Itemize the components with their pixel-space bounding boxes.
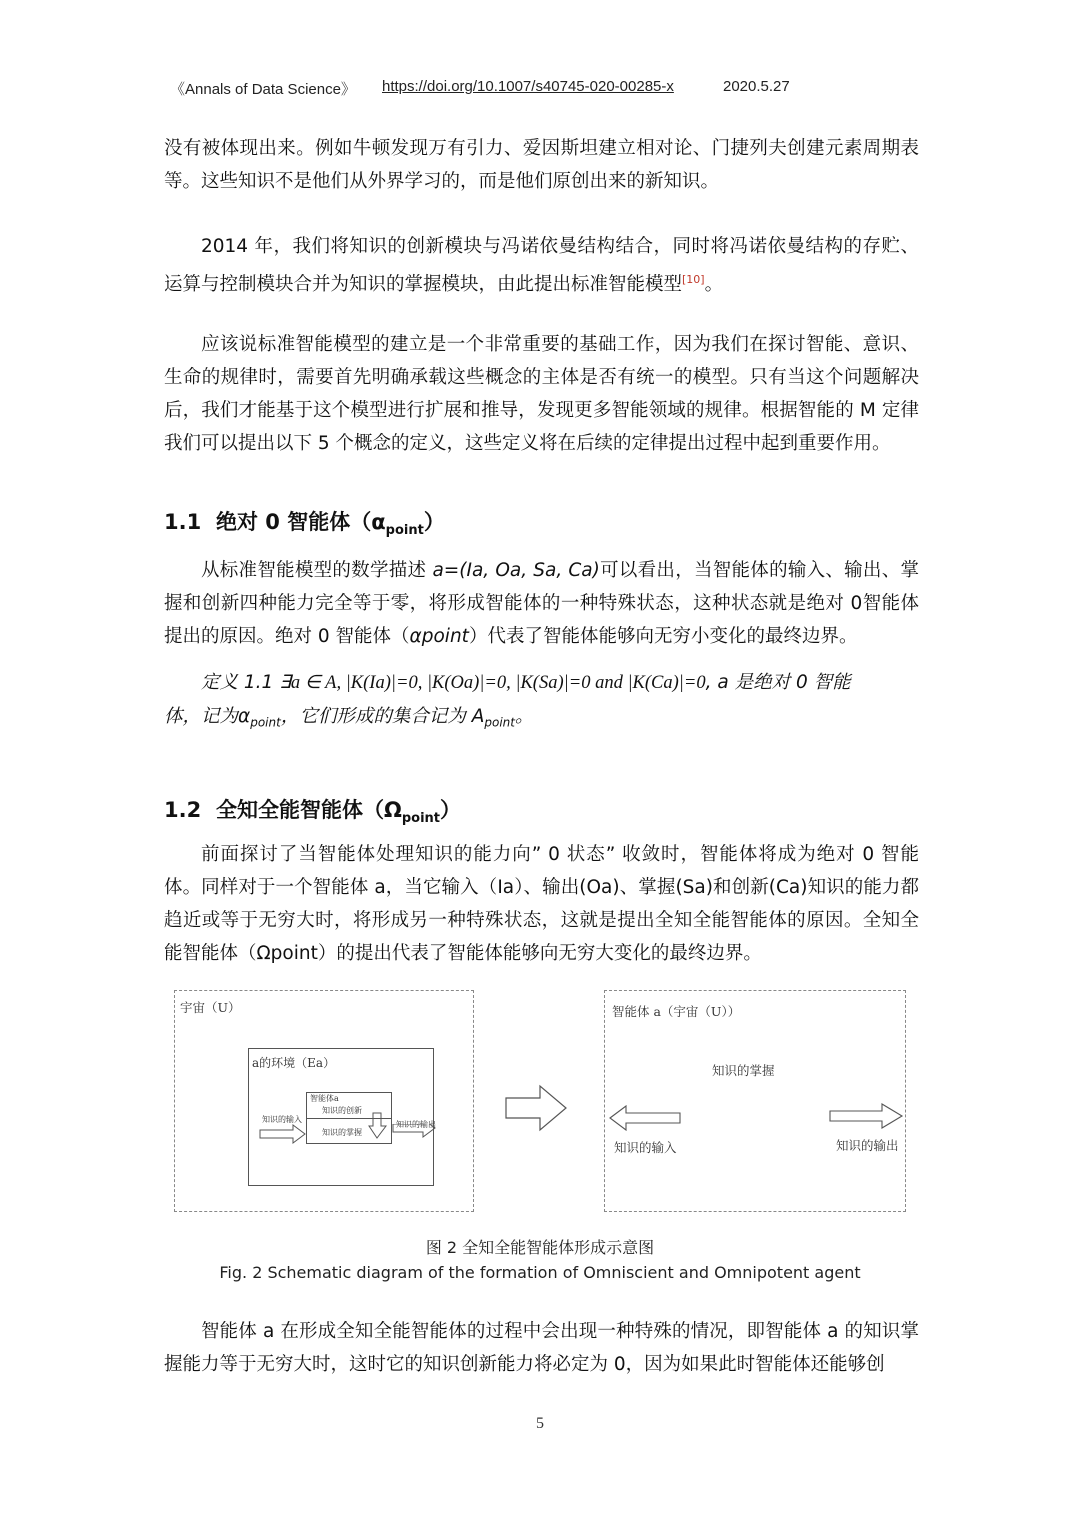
right-arrow-icon	[826, 1102, 906, 1132]
model-formula: a=(Ia, Oa, Sa, Ca)	[432, 560, 600, 581]
publication-date: 2020.5.27	[723, 78, 790, 95]
input-big-label: 知识的输入	[614, 1140, 677, 1155]
output-small-label: 知识的输出	[396, 1120, 436, 1129]
down-arrow-icon	[368, 1112, 388, 1140]
transition-arrow-icon	[504, 1084, 568, 1132]
paragraph-6: 智能体 a 在形成全知全能智能体的过程中会出现一种特殊的情况，即智能体 a 的知识掌握能力等于无穷大时，这时它的知识创新能力将必定为 0，因为如果此时智能体还能够创	[164, 1321, 919, 1375]
doi-link[interactable]: https://doi.org/10.1007/s40745-020-00285-x	[382, 78, 674, 95]
mastery-small-label: 知识的掌握	[322, 1128, 362, 1137]
small-arrows-icon	[255, 1124, 445, 1154]
section-number: 1.1	[164, 510, 202, 534]
section-title-close: ）	[423, 510, 445, 534]
definition-line2a: 体，记为α	[164, 706, 251, 727]
definition-line2c: 。	[514, 706, 534, 727]
paragraph-4-c: ）代表了智能体能够向无穷小变化的最终边界。	[468, 626, 858, 647]
input-small-label: 知识的输入	[262, 1115, 302, 1124]
paragraph-4	[164, 554, 919, 653]
left-arrow-icon	[608, 1104, 684, 1134]
definition-sub2: point	[484, 715, 515, 730]
paragraph-5: 前面探讨了当智能体处理知识的能力向” 0 状态” 收敛时，智能体将成为绝对 0 智能体。同样对于一个智能体 a，当它输入（Ia）、输出(Oa)、掌握(Sa)和创新(Ca)知识的能力都趋近或等于无穷大时，将形成另一种特殊状态，这就是提出全知全能智能体的原因。全知全能智能体（Ωpoint）的提出代表了智能体能够向无穷大变化的最终边界。	[164, 844, 919, 964]
section-title: 绝对 0 智能体（α	[216, 510, 386, 534]
definition-tail: , a 是绝对 0 智能	[705, 672, 851, 693]
section-number: 1.2	[164, 798, 202, 822]
paragraph-2-end: 。	[704, 274, 724, 296]
section-subscript: point	[385, 523, 424, 539]
output-big-label: 知识的输出	[836, 1138, 899, 1153]
universe-label: 宇宙（U）	[180, 1000, 241, 1015]
section-heading-1-2	[164, 794, 461, 826]
paragraph-3: 应该说标准智能模型的建立是一个非常重要的基础工作，因为我们在探讨智能、意识、生命的规律时，需要首先明确承载这些概念的主体是否有统一的模型。只有当这个问题解决后，我们才能基于这个模型进行扩展和推导，发现更多智能领域的规律。根据智能的 M 定律我们可以提出以下 5 个概念的定义，这些定义将在后续的定律提出过程中起到重要作用。	[164, 334, 919, 454]
paragraph-2	[164, 230, 919, 301]
figure-caption-en: Fig. 2 Schematic diagram of the formation of Omniscient and Omnipotent agent	[219, 1263, 861, 1282]
innovation-label: 知识的创新	[322, 1106, 362, 1115]
alpha-point-symbol: αpoint	[409, 626, 469, 647]
paragraph-1: 没有被体现出来。例如牛顿发现万有引力、爱因斯坦建立相对论、门捷列夫创建元素周期表等。这些知识不是他们从外界学习的，而是他们原创出来的新知识。	[164, 138, 919, 192]
environment-label: a的环境（Ea）	[252, 1056, 336, 1070]
definition-1-1	[164, 666, 919, 740]
definition-sub1: point	[250, 715, 281, 730]
paragraph-4-a: 从标准智能模型的数学描述	[201, 560, 433, 581]
mastery-big-label: 知识的掌握	[712, 1063, 775, 1078]
definition-label: 定义 1.1	[201, 672, 274, 693]
right-agent-label: 智能体 a（宇宙（U））	[612, 1004, 741, 1019]
page-number: 5	[536, 1415, 544, 1432]
omniscient-agent-box	[604, 990, 906, 1212]
paragraph-4-b: 可以看出，当智能体的输入、输出、掌握和创新四种能力完全等于零，将形成智能体的一种特殊状态，这种状态就是绝对 0智能体提出的原因。绝对 0 智能体（	[164, 560, 919, 647]
paragraph-2-text: 2014 年，我们将知识的创新模块与冯诺依曼结构结合，同时将冯诺依曼结构的存贮、运算与控制模块合并为知识的掌握模块，由此提出标准智能模型	[164, 236, 919, 296]
journal-name: 《Annals of Data Science》	[170, 81, 356, 98]
figure-caption-cn: 图 2 全知全能智能体形成示意图	[425, 1238, 655, 1257]
section-heading-1-1	[164, 506, 445, 538]
agent-label: 智能体a	[310, 1094, 339, 1103]
citation-10[interactable]: [10]	[682, 273, 705, 286]
definition-line2b: ，它们形成的集合记为 A	[280, 706, 485, 727]
section-subscript: point	[401, 811, 441, 827]
definition-formula: ∃a ∈ A, |K(Ia)|=0, |K(Oa)|=0, |K(Sa)|=0 and |K(Ca)|=0	[279, 673, 706, 693]
section-title: 全知全能智能体（Ω	[216, 798, 402, 822]
section-title-close: ）	[440, 798, 462, 822]
